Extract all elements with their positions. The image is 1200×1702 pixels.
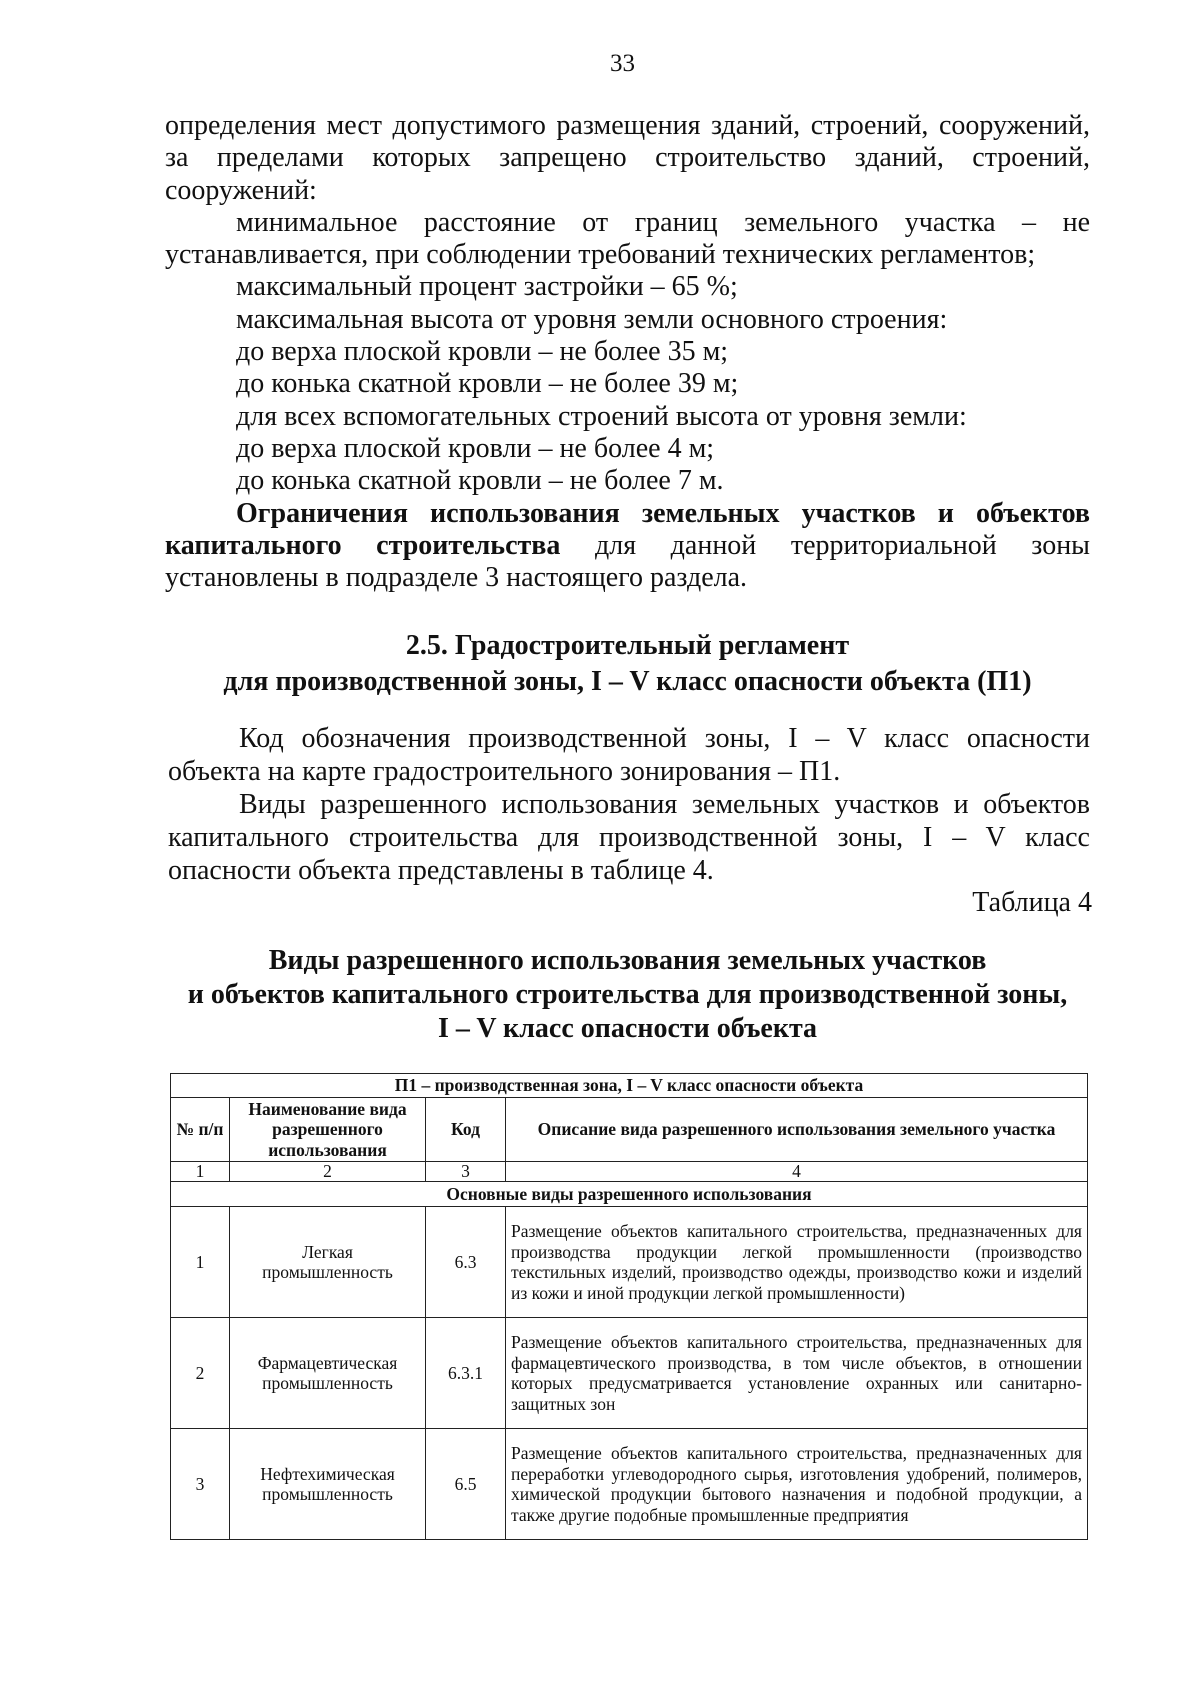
section-heading-line1: 2.5. Градостроительный регламент: [405, 630, 850, 661]
group-row: [171, 1182, 1088, 1207]
row-description: Размещение объектов капитального строительства, предназначенных для фармацевтического производства, в том числе объектов, в отношении которых предусматривается установление охранных или санитарно-защитных зон: [506, 1318, 1088, 1429]
section-body: [168, 722, 1090, 887]
row-num: 2: [171, 1318, 230, 1429]
min-distance-item: минимальное расстояние от границ земельного участка – не устанавливается, при соблюдении требований технических регламентов;: [165, 206, 1090, 271]
header-code: Код: [426, 1097, 506, 1162]
group-main-header: Основные виды разрешенного использования: [171, 1182, 1088, 1207]
col-number-1: 1: [171, 1162, 230, 1182]
zone-header: П1 – производственная зона, I – V класс опасности объекта: [171, 1074, 1088, 1098]
row-description: Размещение объектов капитального строительства, предназначенных для переработки углеводородного сырья, изготовления удобрений, полимеров, химической продукции бытового назначения и подобной продукции, а также другие подобные промышленные предприятия: [506, 1429, 1088, 1540]
header-description: Описание вида разрешенного использования земельного участка: [506, 1097, 1088, 1162]
row-name: Нефтехимическая промышленность: [230, 1429, 426, 1540]
row-name: Легкая промышленность: [230, 1207, 426, 1318]
column-numbers-row: [171, 1162, 1088, 1182]
row-description: Размещение объектов капитального строительства, предназначенных для производства продукции легкой промышленности (производство текстильных изделий, производство одежды, производство кожи и изделий из кожи и иной продукции легкой промышленности): [506, 1207, 1088, 1318]
col-number-4: 4: [506, 1162, 1088, 1182]
row-code: 6.3: [426, 1207, 506, 1318]
table-title-line3: I – V класс опасности объекта: [437, 1013, 818, 1044]
usage-types-paragraph: Виды разрешенного использования земельных участков и объектов капитального строительства для производственной зоны, I – V класс опасности объекта представлены в таблице 4.: [168, 789, 1090, 886]
table-label: Таблица 4: [972, 887, 1092, 918]
max-height-item: максимальная высота от уровня земли основного строения:: [236, 303, 948, 335]
flat-roof-aux-item: до верха плоской кровли – не более 4 м;: [236, 432, 715, 464]
pitched-roof-main-item: до конька скатной кровли – не более 39 м;: [236, 368, 739, 400]
row-num: 3: [171, 1429, 230, 1540]
page-number: 33: [610, 50, 635, 77]
header-name: Наименование вида разрешенного использования: [230, 1097, 426, 1162]
pitched-roof-aux-item: до конька скатной кровли – не более 7 м.: [236, 465, 724, 497]
row-code: 6.5: [426, 1429, 506, 1540]
header-num: № п/п: [171, 1097, 230, 1162]
restrictions-paragraph: [165, 498, 1090, 595]
row-name: Фармацевтическая промышленность: [230, 1318, 426, 1429]
continuation-paragraph: определения мест допустимого размещения зданий, строений, сооружений, за пределами которых запрещено строительство зданий, строений, сооружений:: [165, 110, 1090, 206]
section-heading-line2: для производственной зоны, I – V класс опасности объекта (П1): [223, 666, 1032, 697]
table-title: [165, 944, 1090, 1046]
zone-code-paragraph: Код обозначения производственной зоны, I – V класс опасности объекта на карте градостроительного зонирования – П1.: [168, 723, 1090, 787]
row-code: 6.3.1: [426, 1318, 506, 1429]
table-title-line1: Виды разрешенного использования земельных участков: [268, 945, 987, 976]
column-headers-row: [171, 1097, 1088, 1162]
zone-header-row: [171, 1074, 1088, 1098]
col-number-2: 2: [230, 1162, 426, 1182]
requirements-text: [165, 110, 1090, 594]
usage-types-table: [170, 1073, 1088, 1540]
table-title-line2: и объектов капитального строительства для производственной зоны,: [187, 979, 1068, 1010]
aux-buildings-item: для всех вспомогательных строений высота от уровня земли:: [236, 400, 967, 432]
col-number-3: 3: [426, 1162, 506, 1182]
table-row: [171, 1318, 1088, 1429]
restrictions-rest: для данной территориальной зоны установлены в подразделе 3 настоящего раздела.: [165, 529, 1090, 594]
table-row: [171, 1429, 1088, 1540]
restrictions-bold: Ограничения использования земельных участков и объектов капитального строительства: [165, 497, 1090, 561]
row-num: 1: [171, 1207, 230, 1318]
flat-roof-main-item: до верха плоской кровли – не более 35 м;: [236, 336, 729, 368]
section-heading: [165, 628, 1090, 700]
table-row: [171, 1207, 1088, 1318]
max-percent-item: максимальный процент застройки – 65 %;: [236, 271, 738, 303]
